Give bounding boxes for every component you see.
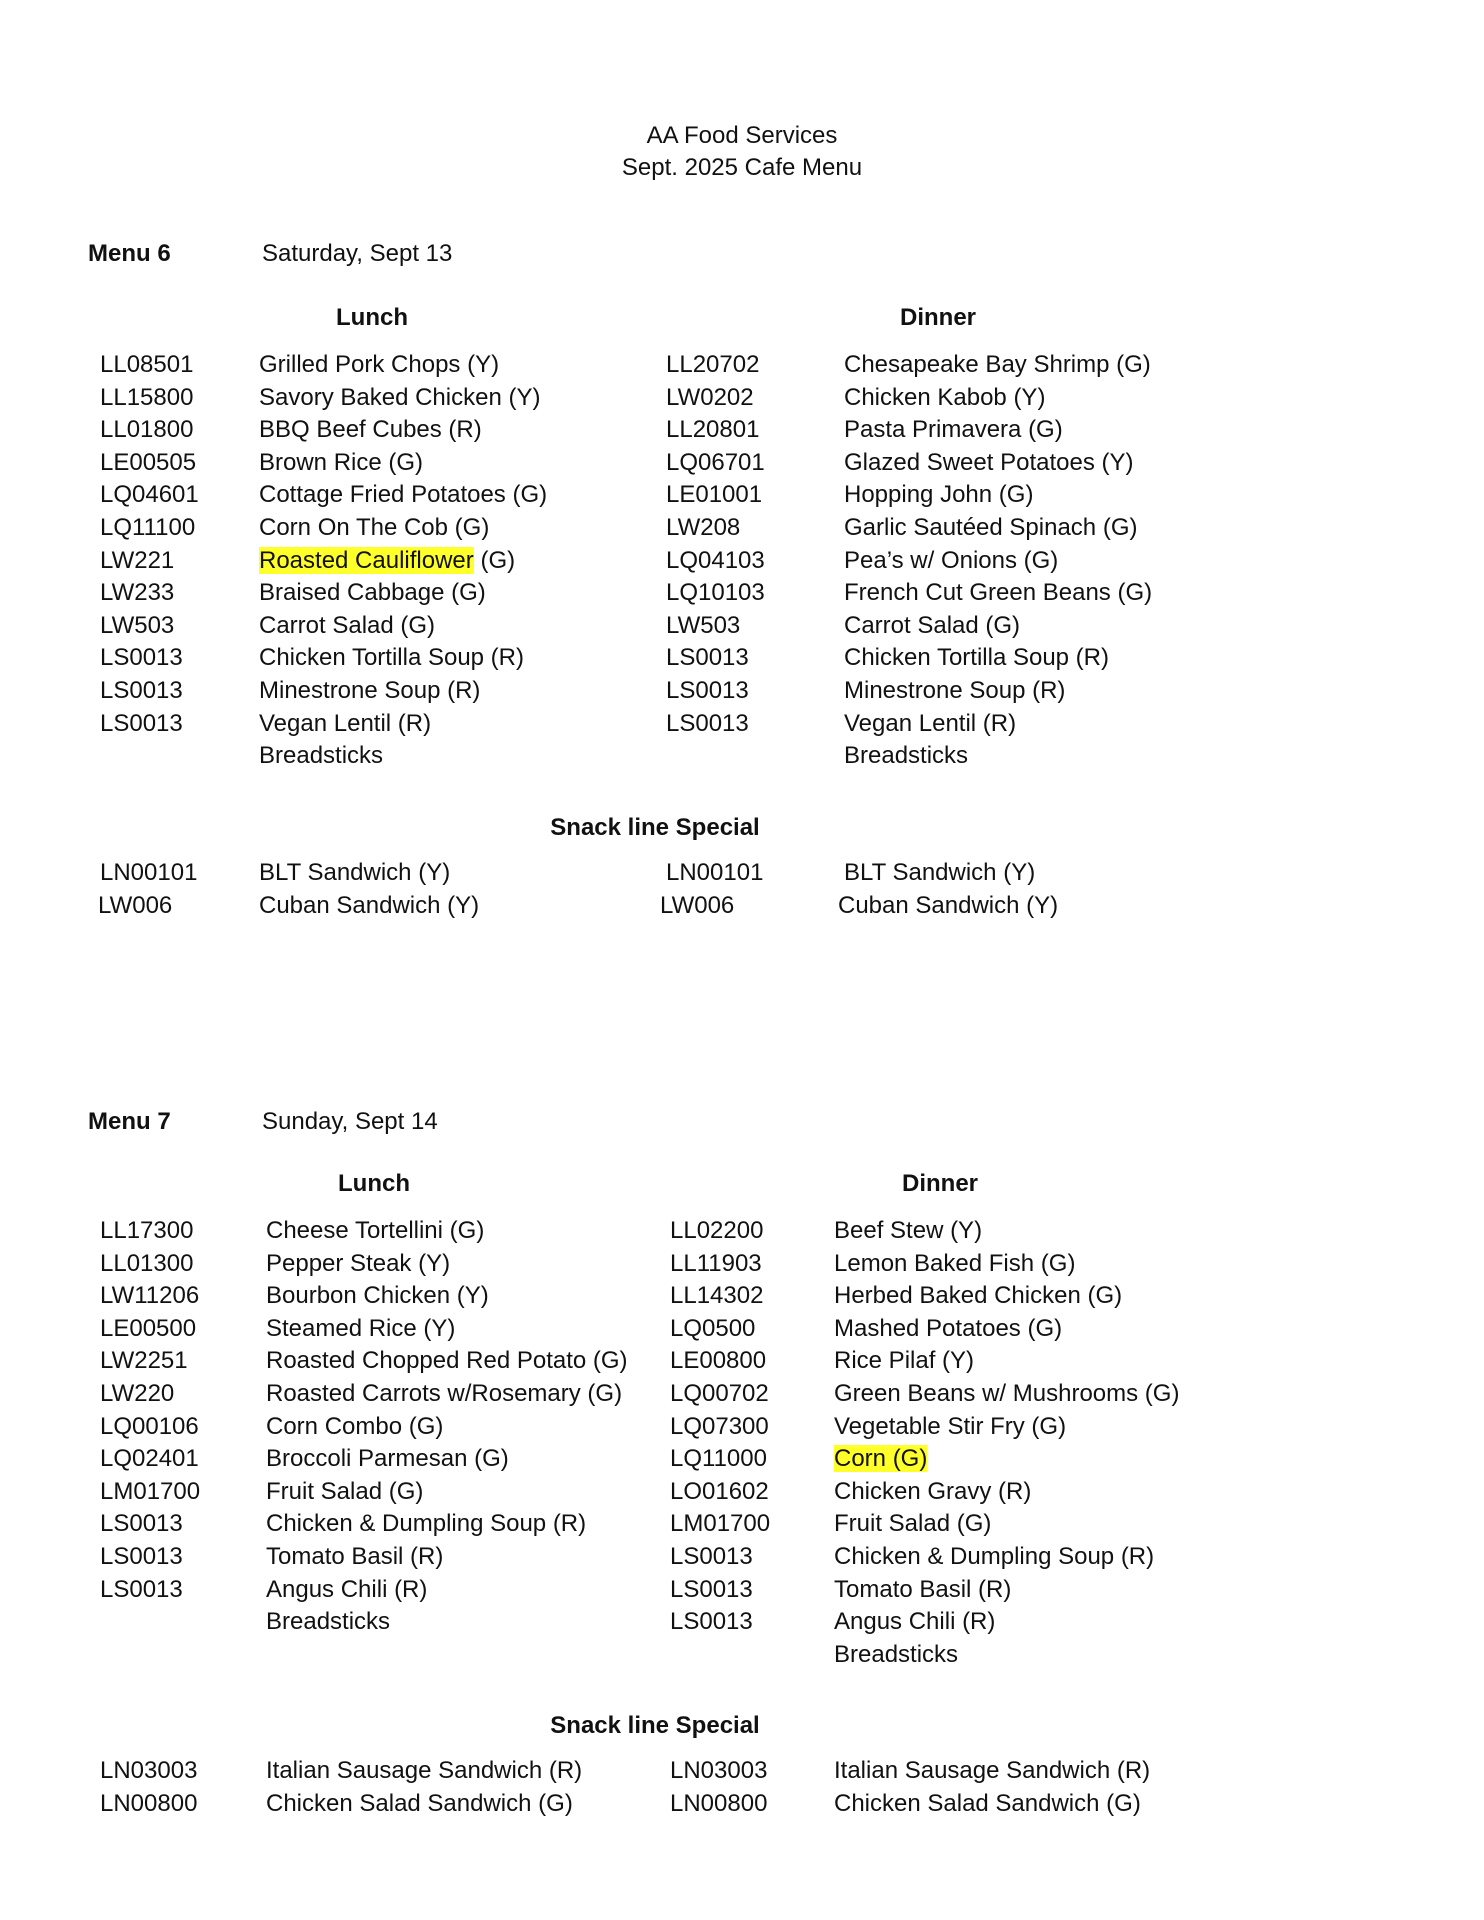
dinner-row	[0, 674, 1484, 707]
item-code: LQ11000	[670, 1445, 767, 1473]
dinner-row	[0, 544, 1484, 577]
item-name-text: Carrot Salad (G)	[259, 611, 436, 639]
item-code: LS0013	[670, 1575, 753, 1603]
item-name-text: Broccoli Parmesan (G)	[266, 1445, 509, 1473]
item-name	[844, 707, 1016, 740]
menu-date: Sunday, Sept 14	[262, 1108, 438, 1135]
highlighted-item-name: Corn (G)	[834, 1445, 928, 1473]
menu-label: Menu 6	[88, 240, 171, 267]
item-name-text: Chesapeake Bay Shrimp (G)	[844, 351, 1151, 378]
item-name-text: Fruit Salad (G)	[266, 1477, 424, 1505]
item-code: LQ06701	[666, 448, 765, 476]
item-name-text: BLT Sandwich (Y)	[844, 859, 1036, 886]
item-name-text: Angus Chili (R)	[266, 1575, 428, 1603]
dinner-row	[0, 381, 1484, 414]
item-name-text: Pasta Primavera (G)	[844, 416, 1063, 444]
snack-dinner-row	[0, 1787, 1484, 1820]
item-code: LN00101	[100, 859, 198, 886]
item-name	[834, 1507, 991, 1540]
item-code: LN00101	[666, 859, 764, 886]
item-name-text: Green Beans w/ Mushrooms (G)	[834, 1380, 1180, 1407]
item-code: LL17300	[100, 1217, 194, 1244]
item-name-suffix: (G)	[473, 546, 516, 574]
item-name-text: Tomato Basil (R)	[834, 1575, 1012, 1603]
item-name	[834, 1214, 982, 1247]
item-name	[834, 1312, 1062, 1345]
item-code: LW11206	[100, 1282, 200, 1310]
dinner-row	[0, 1377, 1484, 1410]
item-name	[844, 641, 1109, 674]
item-name-text: Italian Sausage Sandwich (R)	[266, 1757, 583, 1784]
dinner-row	[0, 641, 1484, 674]
item-code: LM01700	[670, 1510, 771, 1538]
item-code: LL20801	[666, 416, 760, 444]
item-name	[834, 1475, 1031, 1508]
dinner-row	[0, 1247, 1484, 1280]
item-code: LQ11100	[100, 514, 196, 541]
item-code: LW2251	[100, 1347, 188, 1375]
dinner-row	[0, 576, 1484, 609]
item-name-text: Brown Rice (G)	[259, 448, 424, 476]
item-code: LM01700	[100, 1477, 201, 1505]
item-code: LS0013	[666, 709, 749, 737]
item-code: LW006	[660, 891, 735, 919]
item-name-text: Fruit Salad (G)	[834, 1510, 992, 1538]
item-name	[834, 1540, 1154, 1573]
item-name	[834, 1605, 995, 1638]
item-code: LS0013	[100, 644, 183, 672]
document-subtitle: Sept. 2025 Cafe Menu	[621, 154, 863, 181]
item-code: LS0013	[666, 677, 749, 704]
item-name-text: Garlic Sautéed Spinach (G)	[844, 514, 1138, 541]
snack-dinner-row	[0, 856, 1484, 889]
item-name-text: Chicken Tortilla Soup (R)	[259, 644, 524, 672]
item-code: LW503	[100, 611, 175, 639]
item-code: LW221	[100, 546, 175, 574]
item-code: LW233	[100, 579, 175, 607]
item-code: LQ04103	[666, 546, 765, 574]
snack-line-heading: Snack line Special	[550, 1712, 760, 1739]
item-code: LO01602	[670, 1477, 769, 1505]
item-name	[844, 446, 1133, 479]
dinner-row	[0, 1507, 1484, 1540]
item-name-text: Corn Combo (G)	[266, 1412, 444, 1440]
item-name-text: Vegan Lentil (R)	[844, 709, 1017, 737]
item-name	[844, 544, 1058, 577]
dinner-row	[0, 1605, 1484, 1638]
item-name-text: Italian Sausage Sandwich (R)	[834, 1757, 1151, 1784]
item-name-text: Glazed Sweet Potatoes (Y)	[844, 448, 1134, 476]
item-name	[834, 1247, 1075, 1280]
snack-dinner-row	[0, 1754, 1484, 1787]
dinner-heading: Dinner	[900, 304, 977, 331]
item-code: LE01001	[666, 481, 763, 509]
item-name-text: Roasted Carrots w/Rosemary (G)	[266, 1380, 623, 1407]
item-name-text: Minestrone Soup (R)	[844, 677, 1066, 704]
item-code: LW208	[666, 514, 741, 541]
dinner-row	[0, 1279, 1484, 1312]
item-name	[844, 576, 1152, 609]
item-code: LW503	[666, 611, 741, 639]
item-name	[844, 348, 1151, 381]
item-name	[844, 674, 1065, 707]
item-name-text: Beef Stew (Y)	[834, 1217, 983, 1244]
item-name-text: Minestrone Soup (R)	[259, 677, 481, 704]
menu-date: Saturday, Sept 13	[262, 240, 453, 267]
item-name-text: Herbed Baked Chicken (G)	[834, 1282, 1123, 1310]
dinner-row	[0, 1638, 1484, 1671]
document-title: AA Food Services	[646, 122, 838, 149]
item-name	[844, 511, 1137, 544]
dinner-row	[0, 1475, 1484, 1508]
item-code: LN03003	[670, 1757, 768, 1784]
item-name	[834, 1787, 1141, 1820]
item-name-text: Mashed Potatoes (G)	[834, 1314, 1063, 1342]
highlighted-item-name: Roasted Cauliflower	[259, 546, 474, 574]
dinner-row	[0, 478, 1484, 511]
item-code: LN03003	[100, 1757, 198, 1784]
dinner-heading: Dinner	[902, 1170, 979, 1197]
item-code: LS0013	[100, 1510, 183, 1538]
dinner-row	[0, 707, 1484, 740]
item-name-text: Lemon Baked Fish (G)	[834, 1249, 1076, 1277]
item-name-text: Angus Chili (R)	[834, 1608, 996, 1636]
item-code: LS0013	[670, 1543, 753, 1570]
item-code: LL08501	[100, 351, 194, 378]
item-name-text: Chicken Salad Sandwich (G)	[266, 1789, 573, 1817]
item-code: LN00800	[100, 1789, 198, 1817]
item-code: LQ00702	[670, 1380, 769, 1407]
item-name-text: Savory Baked Chicken (Y)	[259, 383, 541, 411]
item-name-text: Breadsticks	[844, 742, 969, 770]
dinner-row	[0, 1214, 1484, 1247]
item-code: LQ00106	[100, 1412, 199, 1440]
item-code: LS0013	[100, 709, 183, 737]
item-code: LL14302	[670, 1282, 764, 1310]
item-name-text: Chicken Kabob (Y)	[844, 383, 1046, 411]
item-code: LL01300	[100, 1249, 194, 1277]
item-name-text: Chicken Tortilla Soup (R)	[844, 644, 1109, 672]
item-name-text: Chicken & Dumpling Soup (R)	[834, 1543, 1155, 1570]
item-code: LS0013	[100, 1543, 183, 1570]
item-code: LW220	[100, 1380, 175, 1407]
item-code: LS0013	[100, 1575, 183, 1603]
item-name-text: Rice Pilaf (Y)	[834, 1347, 975, 1375]
dinner-row	[0, 348, 1484, 381]
item-name-text: Chicken Gravy (R)	[834, 1477, 1032, 1505]
item-code: LQ07300	[670, 1412, 769, 1440]
dinner-row	[0, 1573, 1484, 1606]
item-name-text: Grilled Pork Chops (Y)	[259, 351, 500, 378]
item-code: LE00505	[100, 448, 197, 476]
item-code: LQ04601	[100, 481, 199, 509]
item-name	[834, 1573, 1011, 1606]
item-name-text: Cuban Sandwich (Y)	[259, 891, 480, 919]
item-name	[844, 478, 1033, 511]
item-name-text: BLT Sandwich (Y)	[259, 859, 451, 886]
item-code: LQ0500	[670, 1314, 756, 1342]
item-name-text: French Cut Green Beans (G)	[844, 579, 1153, 607]
item-name-text: Cheese Tortellini (G)	[266, 1217, 485, 1244]
item-name	[834, 1279, 1122, 1312]
dinner-row	[0, 739, 1484, 772]
item-name	[834, 1638, 958, 1671]
item-code: LQ02401	[100, 1445, 199, 1473]
dinner-row	[0, 511, 1484, 544]
item-name-text: Breadsticks	[834, 1640, 959, 1668]
item-name-text: Pepper Steak (Y)	[266, 1249, 451, 1277]
item-code: LQ10103	[666, 579, 765, 607]
item-name-text: Cuban Sandwich (Y)	[838, 891, 1059, 919]
item-name-text: Chicken Salad Sandwich (G)	[834, 1789, 1141, 1817]
item-name-text: Roasted Chopped Red Potato (G)	[266, 1347, 628, 1375]
item-name-text: Cottage Fried Potatoes (G)	[259, 481, 548, 509]
item-name-text: Braised Cabbage (G)	[259, 579, 486, 607]
lunch-heading: Lunch	[336, 304, 408, 331]
dinner-row	[0, 446, 1484, 479]
dinner-row	[0, 413, 1484, 446]
item-name	[844, 413, 1063, 446]
item-code: LE00800	[670, 1347, 767, 1375]
item-name	[834, 1377, 1179, 1410]
snack-line-heading: Snack line Special	[550, 814, 760, 841]
item-name	[834, 1442, 927, 1475]
item-code: LE00500	[100, 1314, 197, 1342]
item-name	[844, 739, 968, 772]
item-code: LS0013	[100, 677, 183, 704]
item-name-text: Carrot Salad (G)	[844, 611, 1021, 639]
item-name-text: Tomato Basil (R)	[266, 1543, 444, 1570]
lunch-heading: Lunch	[338, 1170, 410, 1197]
item-name-text: BBQ Beef Cubes (R)	[259, 416, 482, 444]
dinner-row	[0, 1344, 1484, 1377]
item-name	[834, 1410, 1066, 1443]
item-code: LW0202	[666, 383, 754, 411]
dinner-row	[0, 1312, 1484, 1345]
item-name	[844, 609, 1020, 642]
dinner-row	[0, 1410, 1484, 1443]
item-name-text: Vegetable Stir Fry (G)	[834, 1412, 1067, 1440]
dinner-row	[0, 1540, 1484, 1573]
item-code: LS0013	[670, 1608, 753, 1636]
item-code: LS0013	[666, 644, 749, 672]
item-code: LL01800	[100, 416, 194, 444]
item-code: LW006	[98, 891, 173, 919]
item-code: LN00800	[670, 1789, 768, 1817]
item-name	[844, 381, 1045, 414]
item-name	[838, 889, 1058, 922]
snack-dinner-row	[0, 889, 1484, 922]
item-code: LL11903	[670, 1249, 762, 1277]
item-name-text: Breadsticks	[259, 742, 384, 770]
item-code: LL20702	[666, 351, 760, 378]
item-name-text: Vegan Lentil (R)	[259, 709, 432, 737]
item-name	[834, 1754, 1150, 1787]
item-name	[834, 1344, 974, 1377]
item-name-text: Steamed Rice (Y)	[266, 1314, 456, 1342]
item-code: LL02200	[670, 1217, 764, 1244]
menu-label: Menu 7	[88, 1108, 171, 1135]
dinner-row	[0, 609, 1484, 642]
item-name-text: Bourbon Chicken (Y)	[266, 1282, 489, 1310]
item-name-text: Pea’s w/ Onions (G)	[844, 546, 1059, 574]
item-code: LL15800	[100, 383, 194, 411]
item-name	[844, 856, 1035, 889]
item-name-text: Chicken & Dumpling Soup (R)	[266, 1510, 587, 1538]
item-name-text: Breadsticks	[266, 1608, 391, 1636]
dinner-row	[0, 1442, 1484, 1475]
item-name-text: Corn On The Cob (G)	[259, 514, 490, 541]
item-name-text: Hopping John (G)	[844, 481, 1034, 509]
